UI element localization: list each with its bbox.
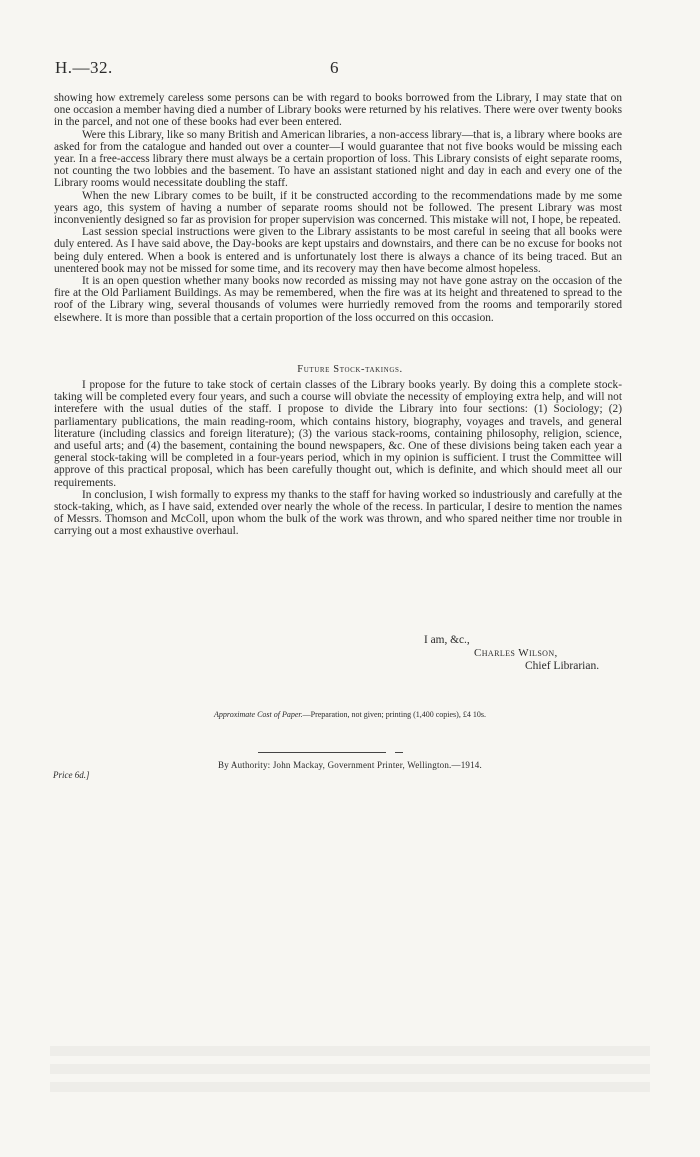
divider-rule bbox=[258, 752, 386, 753]
paragraph: When the new Library comes to be built, if it be constructed according to the recommendations made by me some years ago, this system of having a number of separate rooms should not be followed. The present Library was most inconveniently designed so far as provision for proper supervision was concerned. This mistake will not, I hope, be repeated. bbox=[54, 189, 622, 227]
divider-rule-short bbox=[395, 752, 403, 753]
signatory-title: Chief Librarian. bbox=[525, 660, 600, 672]
paragraph: In conclusion, I wish formally to express my thanks to the staff for having worked so industriously and carefully at the stock-taking, which, as I have said, extended over nearly the whole of the recess. In particular, I desire to mention the names of Messrs. Thomson and McColl, upon whom the bulk of the work was thrown, and who spared neither time nor trouble in carrying out a most exhaustive overhaul. bbox=[54, 488, 622, 538]
price-note: Price 6d.] bbox=[53, 770, 90, 780]
body-text-bottom bbox=[54, 379, 622, 538]
letter-closing: I am, &c., bbox=[424, 634, 470, 646]
paragraph: showing how extremely careless some persons can be with regard to books borrowed from the Library, I may state that on one occasion a member having died a number of Library books were returned by his relatives. There were over twenty books in the parcel, and not one of these books had ever been entered. bbox=[54, 92, 622, 129]
document-reference: H.—32. bbox=[55, 58, 113, 77]
paragraph: I propose for the future to take stock of certain classes of the Library books yearly. By doing this a complete stock-taking will be completed every four years, and such a course will obviate the necessity of employing extra help, and will not interefere with the usual duties of the staff. I propose to divide the Library into four sections: (1) Sociology; (2) parliamentary publications, the main reading-room, which contains history, biography, voyages and travels, and general literature (including classics and foreign literature); (3) the various stack-rooms, containing philosophy, religion, science, and useful arts; and (4) the basement, containing the bound newspapers, &c. One of these divisions being taken each year a general stock-taking will be completed in a four-years period, which in my opinion is sufficient. I trust the Committee will approve of this practical proposal, which has been carefully thought out, which is definite, and which should meet all our requirements. bbox=[54, 379, 622, 489]
paragraph: Last session special instructions were given to the Library assistants to be most careful in seeing that all books were duly entered. As I have said above, the Day-books are kept upstairs and downstairs, and there can be no excuse for books not being duly entered. When a book is entered and is unfortunately lost there is always a chance of its being traced. But an unentered book may not be missed for some time, and its recovery may then have become almost hopeless. bbox=[54, 226, 622, 275]
cost-note bbox=[0, 710, 700, 719]
show-through-shadow bbox=[50, 1064, 650, 1074]
cost-note-label: Approximate Cost of Paper. bbox=[214, 710, 303, 719]
paragraph: Were this Library, like so many British and American libraries, a non-access library—that is, a library where books are asked for from the catalogue and handed out over a counter—I would guarantee that not five books would be missing each year. In a free-access library there must always be a certain proportion of loss. This Library consists of eight separate rooms, not counting the two lobbies and the basement. To have an assistant stationed night and day in each and every one of the Library rooms would necessitate doubling the staff. bbox=[54, 128, 622, 190]
body-text-top bbox=[54, 92, 622, 324]
show-through-shadow bbox=[50, 1046, 650, 1056]
printer-imprint: By Authority: John Mackay, Government Printer, Wellington.—1914. bbox=[218, 760, 482, 770]
paragraph: It is an open question whether many books now recorded as missing may not have gone astray on the occasion of the fire at the Old Parliament Buildings. As may be remembered, when the fire was at its height and threatened to spread to the roof of the Library wing, several thousands of volumes were hurriedly removed from the rooms and temporarily stored elsewhere. It is more than possible that a certain proportion of the loss occurred on this occasion. bbox=[54, 275, 622, 324]
signatory-name: Charles Wilson, bbox=[474, 647, 558, 659]
cost-note-text: —Preparation, not given; printing (1,400 copies), £4 10s. bbox=[302, 710, 486, 719]
show-through-shadow bbox=[50, 1082, 650, 1092]
page-number: 6 bbox=[330, 58, 339, 77]
section-heading: Future Stock-takings. bbox=[297, 364, 403, 375]
